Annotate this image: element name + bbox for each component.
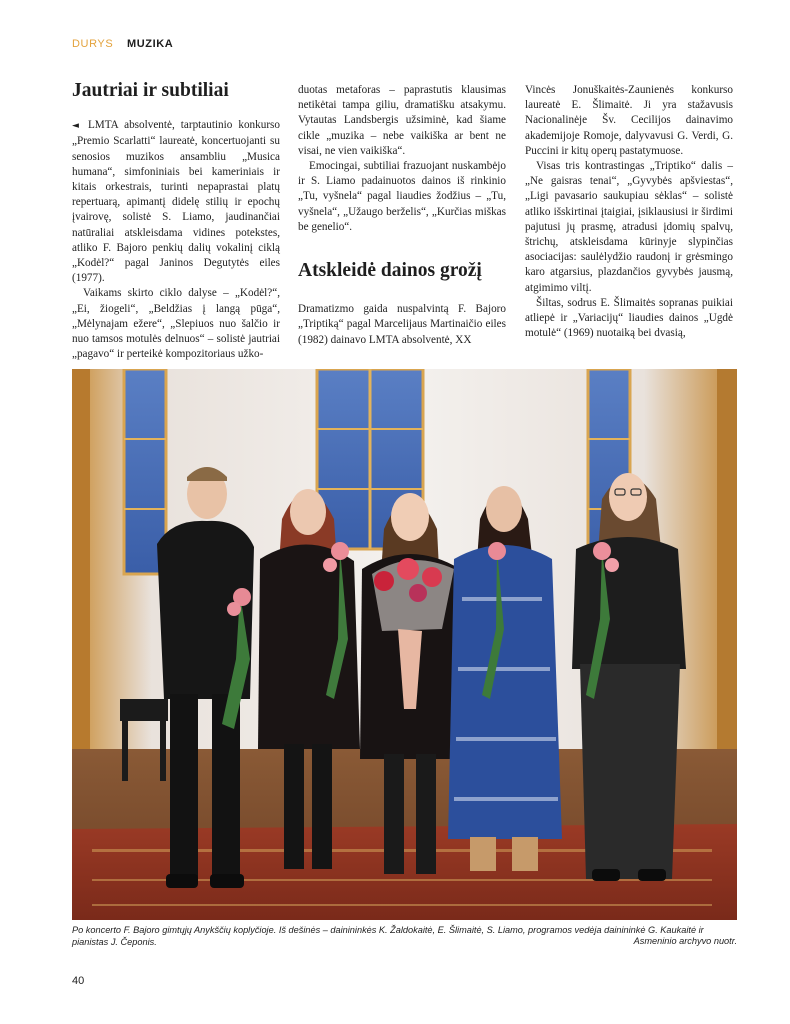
- paragraph: Šiltas, sodrus E. Šlimaitės sopranas puikiai atliepė ir „Variacijų“ liaudies dainos „Ugdė motulė“ (1969) nuotaiką bei dvasią,: [525, 296, 733, 340]
- photo-caption: Po koncerto F. Bajoro gimtųjų Anykščių koplyčioje. Iš dešinės – dainininkės K. Žaldokaitė, E. Šlimaitė, S. Liamo, programos vedėja dainininkė G. Kaukaitė ir pianistas J. Čeponis.: [72, 925, 704, 947]
- column-2: [298, 83, 506, 348]
- paragraph: Visas tris kontrastingas „Triptiko“ dalis – „Ne gaisras tenai“, „Gyvybės apšviestas“, „Ligi pavasario saukupiau sėklas“ – solistė atliko išskirtinai įtaigiai, įsiklausiusi ir širdimi pajutusi jų prasmę, atradusi įdomių spalvų, štrichų, atskleisdama kūrinyje slypinčias asociacijas: saulėlydžio raudonį ir grėsmingo karo atgarsius, plazdančios gyvybės jausmą, atgimimo viltį.: [525, 160, 733, 294]
- paragraph: [72, 118, 280, 286]
- section-label: DURYS: [72, 38, 114, 50]
- column-3: [525, 83, 733, 341]
- column-1: [72, 80, 280, 362]
- photo-credit: Asmeninio archyvo nuotr.: [633, 936, 737, 946]
- paragraph: Emocingai, subtiliai frazuojant nuskambėjo ir S. Liamo padainuotos dainos iš rinkinio „Tu, vyšnela“ pagal liaudies žodžius – „Tu, vyšnela“, „Užaugo berželis“, „Kurčias miškas be genelio“.: [298, 160, 506, 233]
- category-label: MUZIKA: [126, 38, 174, 50]
- paragraph: Dramatizmo gaida nuspalvintą F. Bajoro „Triptiką“ pagal Marcelijaus Martinaičio eiles (1982) dainavo LMTA absolventė, XX: [298, 303, 506, 346]
- paragraph: Vaikams skirto ciklo dalyse – „Kodėl?“, „Ei, žiogeli“, „Beldžias į langą pūga“, „Mėlynajam ežere“, „Slepiuos nuo šalčio ir nuo tamsos motulės delnuos“ – solistė jautriai „pagavo“ ir perteikė kompozitoriaus užko-: [72, 287, 280, 361]
- group-photo: [72, 369, 737, 920]
- paragraph: Vincės Jonuškaitės-Zaunienės konkurso laureatė E. Šlimaitė. Ji yra stažavusis Nacionalinėje Šv. Cecilijos dainavimo akademijoje Romoje, dalyvavusi G. Verdi, G. Puccini ir kitų operų pastatymuose.: [525, 84, 733, 157]
- article-title: Jautriai ir subtiliai: [72, 80, 229, 101]
- paragraph: duotas metaforas – paprastutis klausimas netikėtai tampa giliu, dramatišku atsakymu. Vytautas Landsbergis užsiminė, kad šiame cikle „muzika – nebe vaikiška ar bent ne visai, ne vien vaikiška“.: [298, 84, 506, 157]
- continuation-marker-icon: ◄: [72, 121, 79, 132]
- page-number: 40: [72, 975, 85, 987]
- page-header: [72, 38, 173, 50]
- paragraph-text: LMTA absolventė, tarptautinio konkurso „Premio Scarlatti“ laureatė, koncertuojanti su senosios muzikos ansambliu „Musica humana“, simfoniniais bei kameriniais ir kitais orkestrais, turinti nepaprastai platų repertuarą, apimantį didelę stilių ir epochų įvairovę, solistė S. Liamo, jaudinančiai natūraliai atskleisdama vidines potekstes, atliko F. Bajoro penkių dalių vokalinį ciklą „Kodėl?“ pagal Janinos Degutytės eiles (1977).: [72, 119, 280, 285]
- subheading: Atskleidė dainos grožį: [298, 260, 482, 282]
